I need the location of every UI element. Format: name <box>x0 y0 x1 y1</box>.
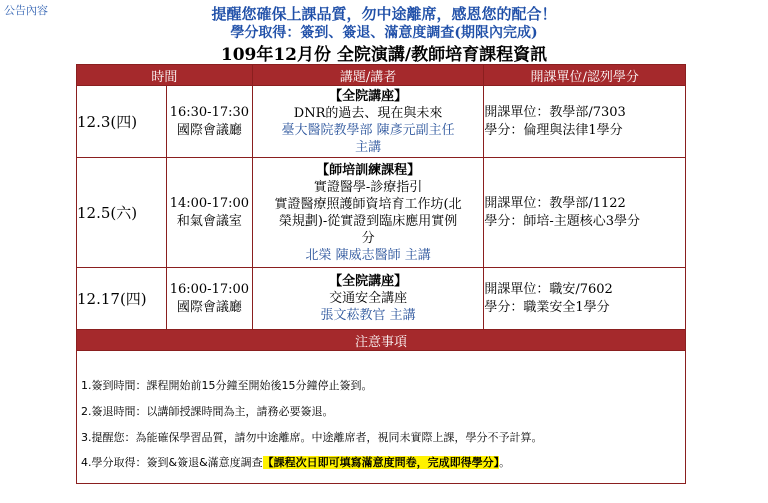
notice-line-2: 學分取得：簽到、簽退、滿意度調查(期限內完成) <box>230 25 538 41</box>
table-row <box>77 86 686 158</box>
table-row <box>77 268 686 330</box>
notes-body <box>77 351 686 484</box>
session-topic: DNR的過去、現在與未來 <box>293 105 443 121</box>
notes-row <box>77 351 686 484</box>
note-highlight: 【課程次日即可填寫滿意度問卷，完成即得學分】 <box>262 456 500 469</box>
session-tag: 【全院講座】 <box>329 88 408 104</box>
session-speaker: 北榮 陳威志醫師 主講 <box>305 247 431 263</box>
session-unit-cell <box>484 158 686 268</box>
notice-line-1: 提醒您確保上課品質，勿中途離席，感恩您的配合！ <box>211 5 557 23</box>
session-topic-cell <box>252 268 484 330</box>
session-topic: 實證醫學-診療指引 <box>313 179 423 195</box>
session-date: 12.17(四) <box>77 268 167 330</box>
session-room: 國際會議廳 <box>176 299 242 315</box>
session-credit: 學分：倫理與法律1學分 <box>484 122 623 138</box>
table-row <box>77 158 686 268</box>
session-unit-cell <box>484 268 686 330</box>
session-unit: 開課單位：職安/7602 <box>484 281 613 297</box>
note-item-credit <box>81 454 510 470</box>
session-topic-line-2: 實證醫療照護師資培育工作坊(北 <box>274 196 462 212</box>
session-credit: 學分：師培-主題核心3學分 <box>484 213 641 229</box>
page-title: 109年12月份 全院演講/教師培育課程資訊 <box>220 45 548 65</box>
schedule-table <box>76 64 686 484</box>
session-time-cell <box>166 86 252 158</box>
note-tail: 。 <box>499 456 511 469</box>
session-date: 12.3(四) <box>77 86 167 158</box>
note-item: 4.學分取得：簽到&簽退&滿意度調查 <box>81 456 263 469</box>
session-topic-cell <box>252 86 484 158</box>
session-time: 14:00-17:00 <box>169 195 250 211</box>
session-unit: 開課單位：教學部/1122 <box>484 195 626 211</box>
note-item: 2.簽退時間：以講師授課時間為主，請務必要簽退。 <box>81 405 334 418</box>
note-item: 3.提醒您：為能確保學習品質，請勿中途離席。中途離席者，視同未實際上課，學分不予計算。 <box>81 431 543 444</box>
session-unit-cell <box>484 86 686 158</box>
session-topic-cell <box>252 158 484 268</box>
notes-header-row <box>77 330 686 351</box>
session-time-cell <box>166 268 252 330</box>
session-time: 16:00-17:00 <box>169 281 250 297</box>
header-time: 時間 <box>77 65 253 86</box>
session-room: 國際會議廳 <box>176 122 242 138</box>
session-topic: 交通安全講座 <box>329 291 408 306</box>
session-tag: 【師培訓練課程】 <box>316 162 421 178</box>
session-credit: 學分：職業安全1學分 <box>484 299 610 315</box>
session-topic-line-4: 分 <box>361 230 375 246</box>
session-speaker: 張文菘教官 主講 <box>320 308 416 323</box>
note-item: 1.簽到時間：課程開始前15分鐘至開始後15分鐘停止簽到。 <box>81 379 373 392</box>
header-unit: 開課單位/認列學分 <box>484 65 686 86</box>
session-topic-line-3: 榮規劃)-從實證到臨床應用實例 <box>278 213 458 229</box>
table-header-row <box>77 65 686 86</box>
announcement-label: 公告內容 <box>4 4 48 17</box>
session-speaker-suffix: 主講 <box>355 139 382 155</box>
session-date: 12.5(六) <box>77 158 167 268</box>
notes-title: 注意事項 <box>77 330 686 351</box>
session-tag: 【全院講座】 <box>329 274 408 289</box>
session-time: 16:30-17:30 <box>169 104 250 120</box>
session-unit: 開課單位：教學部/7303 <box>484 104 626 120</box>
header-topic: 講題/講者 <box>252 65 484 86</box>
session-room: 和氣會議室 <box>176 213 242 229</box>
session-time-cell <box>166 158 252 268</box>
session-speaker: 臺大醫院教學部 陳彥元副主任 <box>281 122 455 138</box>
